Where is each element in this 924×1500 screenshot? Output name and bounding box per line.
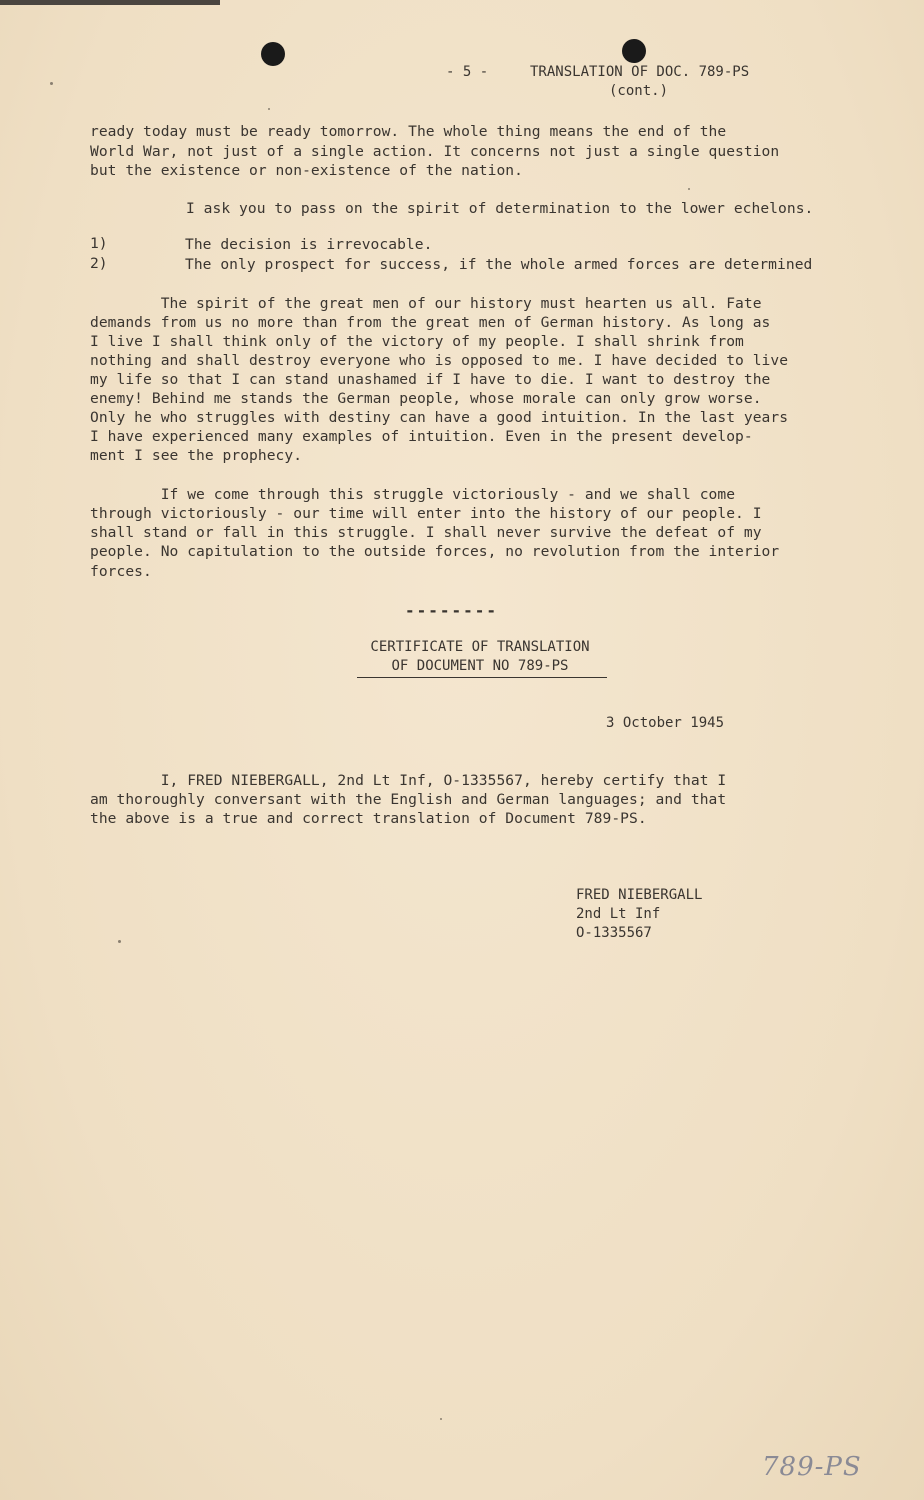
- body-line: World War, not just of a single action. It concerns not just a single question: [90, 143, 780, 160]
- body-line: forces.: [90, 563, 152, 580]
- certificate-title: CERTIFICATE OF TRANSLATION: [370, 639, 590, 655]
- punch-hole: [261, 42, 285, 66]
- body-line: Only he who struggles with destiny can have a good intuition. In the last years: [90, 409, 789, 426]
- list-item: The only prospect for success, if the whole armed forces are determined: [185, 256, 813, 273]
- scan-speck: [688, 188, 690, 190]
- statement-line: the above is a true and correct translation of Document 789-PS.: [90, 810, 647, 827]
- punch-hole: [622, 39, 646, 63]
- body-line: ment I see the prophecy.: [90, 447, 303, 464]
- body-line: people. No capitulation to the outside forces, no revolution from the interior: [90, 543, 780, 560]
- list-number: 1): [90, 235, 108, 252]
- list-number: 2): [90, 255, 108, 272]
- scan-speck: [268, 108, 270, 110]
- statement-line: am thoroughly conversant with the English and German languages; and that: [90, 791, 727, 808]
- page-number: - 5 -: [446, 64, 489, 80]
- certificate-subtitle: OF DOCUMENT NO 789-PS: [391, 658, 569, 674]
- signature-rank: 2nd Lt Inf: [576, 906, 661, 922]
- body-line: through victoriously - our time will enter into the history of our people. I: [90, 505, 762, 522]
- scan-speck: [118, 940, 121, 943]
- body-line: but the existence or non-existence of the nation.: [90, 162, 523, 179]
- body-line: I ask you to pass on the spirit of determination to the lower echelons.: [186, 200, 814, 217]
- certificate-date: 3 October 1945: [606, 715, 725, 731]
- body-line: If we come through this struggle victoriously - and we shall come: [90, 486, 736, 503]
- body-line: I have experienced many examples of intuition. Even in the present develop-: [90, 428, 753, 445]
- scan-speck: [440, 1418, 442, 1420]
- list-item: The decision is irrevocable.: [185, 236, 433, 253]
- continuation-label: (cont.): [609, 83, 669, 99]
- signature-name: FRED NIEBERGALL: [576, 887, 703, 903]
- body-line: enemy! Behind me stands the German people, whose morale can only grow worse.: [90, 390, 762, 407]
- scan-speck: [50, 82, 53, 85]
- body-line: ready today must be ready tomorrow. The whole thing means the end of the: [90, 123, 727, 140]
- handwritten-doc-number: 789-PS: [762, 1452, 862, 1482]
- scan-edge: [0, 0, 220, 5]
- section-divider: --------: [405, 601, 499, 620]
- body-line: The spirit of the great men of our history must hearten us all. Fate: [90, 295, 762, 312]
- document-title: TRANSLATION OF DOC. 789-PS: [530, 64, 750, 80]
- body-line: demands from us no more than from the great men of German history. As long as: [90, 314, 771, 331]
- body-line: nothing and shall destroy everyone who is opposed to me. I have decided to live: [90, 352, 789, 369]
- title-underline: [357, 677, 607, 678]
- statement-line: I, FRED NIEBERGALL, 2nd Lt Inf, O-1335567, hereby certify that I: [90, 772, 727, 789]
- body-line: my life so that I can stand unashamed if I have to die. I want to destroy the: [90, 371, 771, 388]
- signature-serial: O-1335567: [576, 925, 652, 941]
- body-line: shall stand or fall in this struggle. I shall never survive the defeat of my: [90, 524, 762, 541]
- body-line: I live I shall think only of the victory of my people. I shall shrink from: [90, 333, 744, 350]
